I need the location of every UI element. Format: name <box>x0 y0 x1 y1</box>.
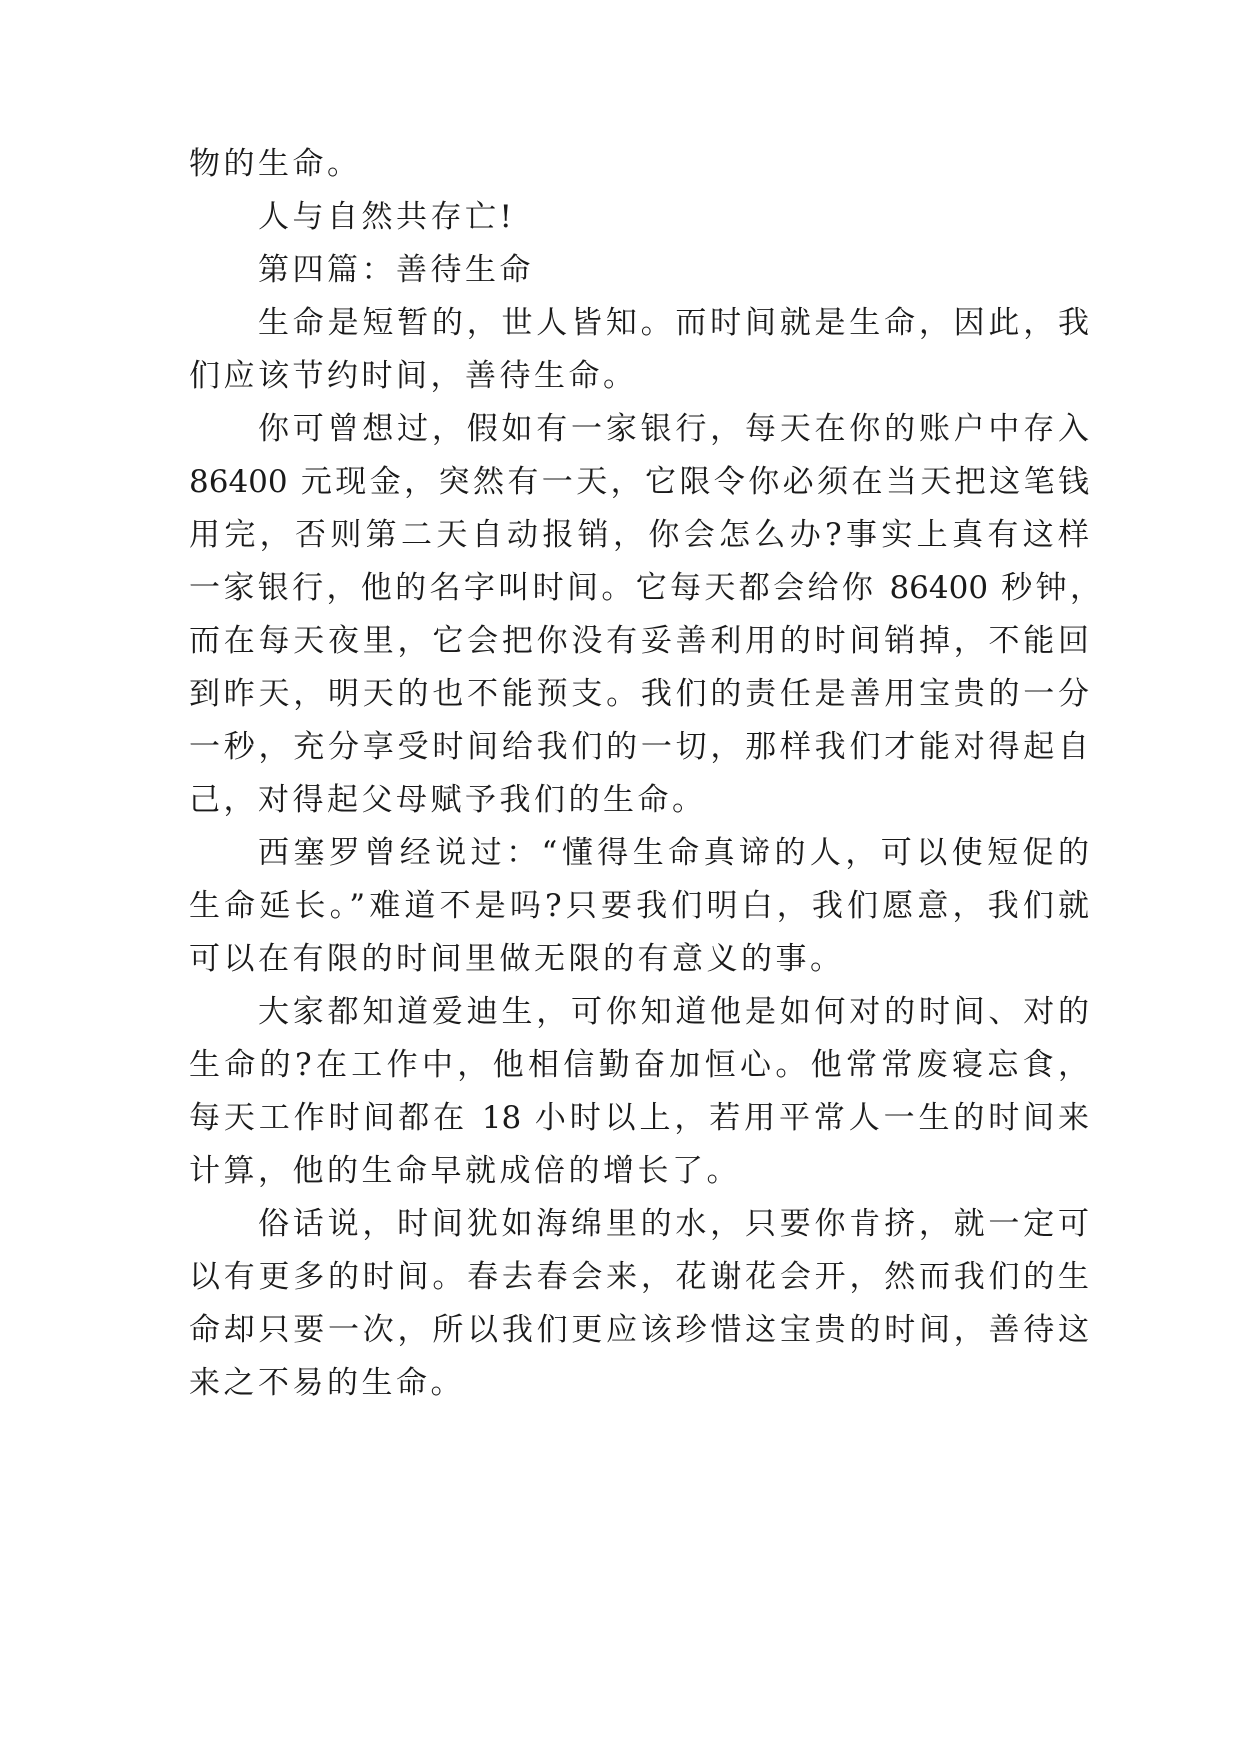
text-line: 西塞罗曾经说过：“懂得生命真谛的人，可以使短促的 <box>258 835 1089 871</box>
text-line: 用完，否则第二天自动报销，你会怎么办?事实上真有这样 <box>189 517 1089 553</box>
text-line: 大家都知道爱迪生，可你知道他是如何对的时间、对的 <box>258 994 1089 1030</box>
text-line: 人与自然共存亡! <box>258 199 516 235</box>
text-line: 命却只要一次，所以我们更应该珍惜这宝贵的时间，善待这 <box>189 1312 1089 1348</box>
text-line: 到昨天，明天的也不能预支。我们的责任是善用宝贵的一分 <box>189 676 1089 712</box>
text-line: 己，对得起父母赋予我们的生命。 <box>189 782 707 818</box>
text-line: 计算，他的生命早就成倍的增长了。 <box>189 1153 741 1189</box>
text-line: 86400 元现金，突然有一天，它限令你必须在当天把这笔钱 <box>189 464 1089 500</box>
text-line: 一家银行，他的名字叫时间。它每天都会给你 86400 秒钟， <box>189 570 1101 606</box>
text-line: 生命的?在工作中，他相信勤奋加恒心。他常常废寝忘食， <box>189 1047 1089 1083</box>
text-line: 来之不易的生命。 <box>189 1365 465 1401</box>
text-line: 一秒，充分享受时间给我们的一切，那样我们才能对得起自 <box>189 729 1089 765</box>
text-line: 物的生命。 <box>189 146 362 182</box>
text-line: 可以在有限的时间里做无限的有意义的事。 <box>189 941 845 977</box>
text-line: 们应该节约时间，善待生命。 <box>189 358 638 394</box>
text-line: 生命是短暂的，世人皆知。而时间就是生命，因此，我 <box>258 305 1089 341</box>
section-heading: 第四篇：善待生命 <box>258 252 534 288</box>
text-line: 而在每天夜里，它会把你没有妥善利用的时间销掉，不能回 <box>189 623 1089 659</box>
text-line: 你可曾想过，假如有一家银行，每天在你的账户中存入 <box>258 411 1089 447</box>
text-line: 每天工作时间都在 18 小时以上，若用平常人一生的时间来 <box>189 1100 1089 1136</box>
text-line: 俗话说，时间犹如海绵里的水，只要你肯挤，就一定可 <box>258 1206 1089 1242</box>
text-line: 生命延长。”难道不是吗?只要我们明白，我们愿意，我们就 <box>189 888 1089 924</box>
text-line: 以有更多的时间。春去春会来，花谢花会开，然而我们的生 <box>189 1259 1089 1295</box>
